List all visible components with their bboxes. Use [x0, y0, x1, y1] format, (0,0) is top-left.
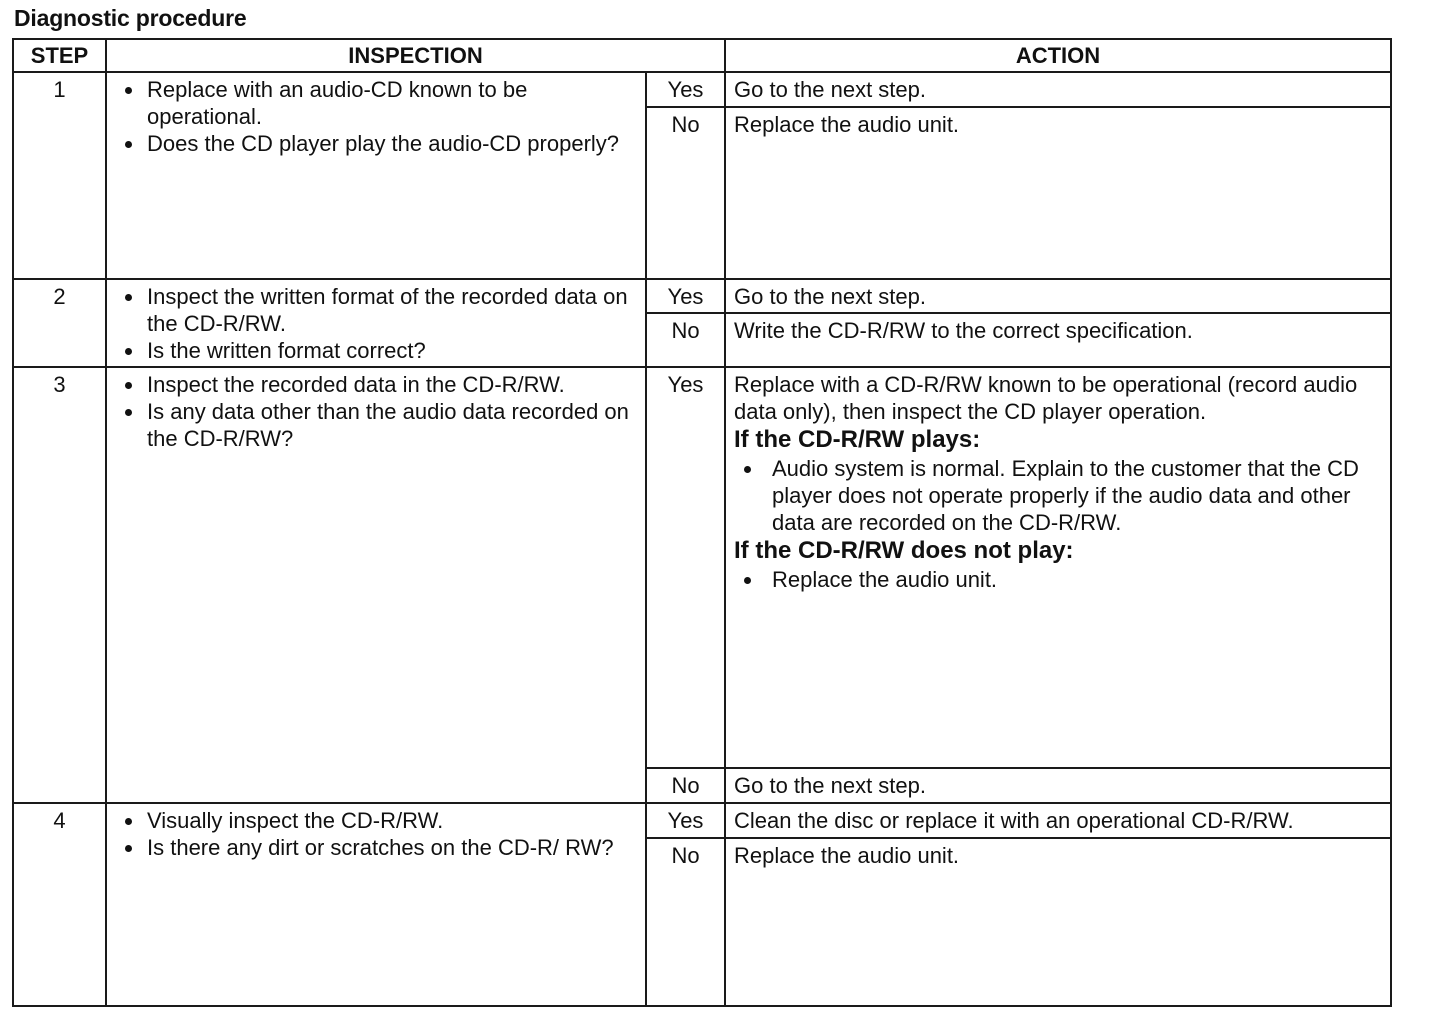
- no-action: Go to the next step.: [725, 768, 1391, 803]
- step-1-yes-row: [13, 72, 1391, 107]
- no-label: No: [646, 107, 725, 279]
- step-number: 2: [13, 279, 106, 367]
- no-label: No: [646, 838, 725, 1006]
- step-inspection: [106, 803, 646, 1006]
- step-inspection: [106, 279, 646, 367]
- step-inspection: [106, 72, 646, 279]
- header-step: STEP: [13, 39, 106, 72]
- yes-label: Yes: [646, 279, 725, 313]
- diagnostic-table: [12, 38, 1392, 1007]
- yes-action: Clean the disc or replace it with an operational CD-R/RW.: [725, 803, 1391, 838]
- no-action: Replace the audio unit.: [725, 107, 1391, 279]
- step-2-yes-row: [13, 279, 1391, 313]
- inspection-item: Is there any dirt or scratches on the CD-R/ RW?: [119, 834, 637, 861]
- inspection-item: Replace with an audio-CD known to be operational.: [119, 76, 637, 130]
- yes-action: Go to the next step.: [725, 279, 1391, 313]
- header-row: [13, 39, 1391, 72]
- inspection-item: Is any data other than the audio data recorded on the CD-R/RW?: [119, 398, 637, 452]
- yes-label: Yes: [646, 803, 725, 838]
- case-heading-plays: If the CD-R/RW plays:: [734, 426, 981, 453]
- case-item: Audio system is normal. Explain to the customer that the CD player does not operate properly if the audio data and other data are recorded on the CD-R/RW.: [734, 455, 1382, 536]
- step-4-yes-row: [13, 803, 1391, 838]
- case-item: Replace the audio unit.: [734, 566, 1382, 593]
- yes-label: Yes: [646, 367, 725, 768]
- step-number: 1: [13, 72, 106, 279]
- step-inspection: [106, 367, 646, 803]
- no-action: Write the CD-R/RW to the correct specification.: [725, 313, 1391, 367]
- yes-label: Yes: [646, 72, 725, 107]
- inspection-item: Is the written format correct?: [119, 337, 637, 364]
- step-3-yes-row: [13, 367, 1391, 768]
- inspection-item: Inspect the written format of the recorded data on the CD-R/RW.: [119, 283, 637, 337]
- no-label: No: [646, 768, 725, 803]
- yes-action: [725, 367, 1391, 768]
- case-heading-not-play: If the CD-R/RW does not play:: [734, 537, 1074, 564]
- inspection-item: Inspect the recorded data in the CD-R/RW.: [119, 371, 637, 398]
- no-label: No: [646, 313, 725, 367]
- step-number: 4: [13, 803, 106, 1006]
- inspection-item: Visually inspect the CD-R/RW.: [119, 807, 637, 834]
- step-number: 3: [13, 367, 106, 803]
- page-title: Diagnostic procedure: [14, 5, 247, 31]
- inspection-item: Does the CD player play the audio-CD properly?: [119, 130, 637, 157]
- yes-action-intro: Replace with a CD-R/RW known to be operational (record audio data only), then inspect the CD player operation.: [734, 372, 1358, 424]
- no-action: Replace the audio unit.: [725, 838, 1391, 1006]
- header-action: ACTION: [725, 39, 1391, 72]
- yes-action: Go to the next step.: [725, 72, 1391, 107]
- header-inspection: INSPECTION: [106, 39, 725, 72]
